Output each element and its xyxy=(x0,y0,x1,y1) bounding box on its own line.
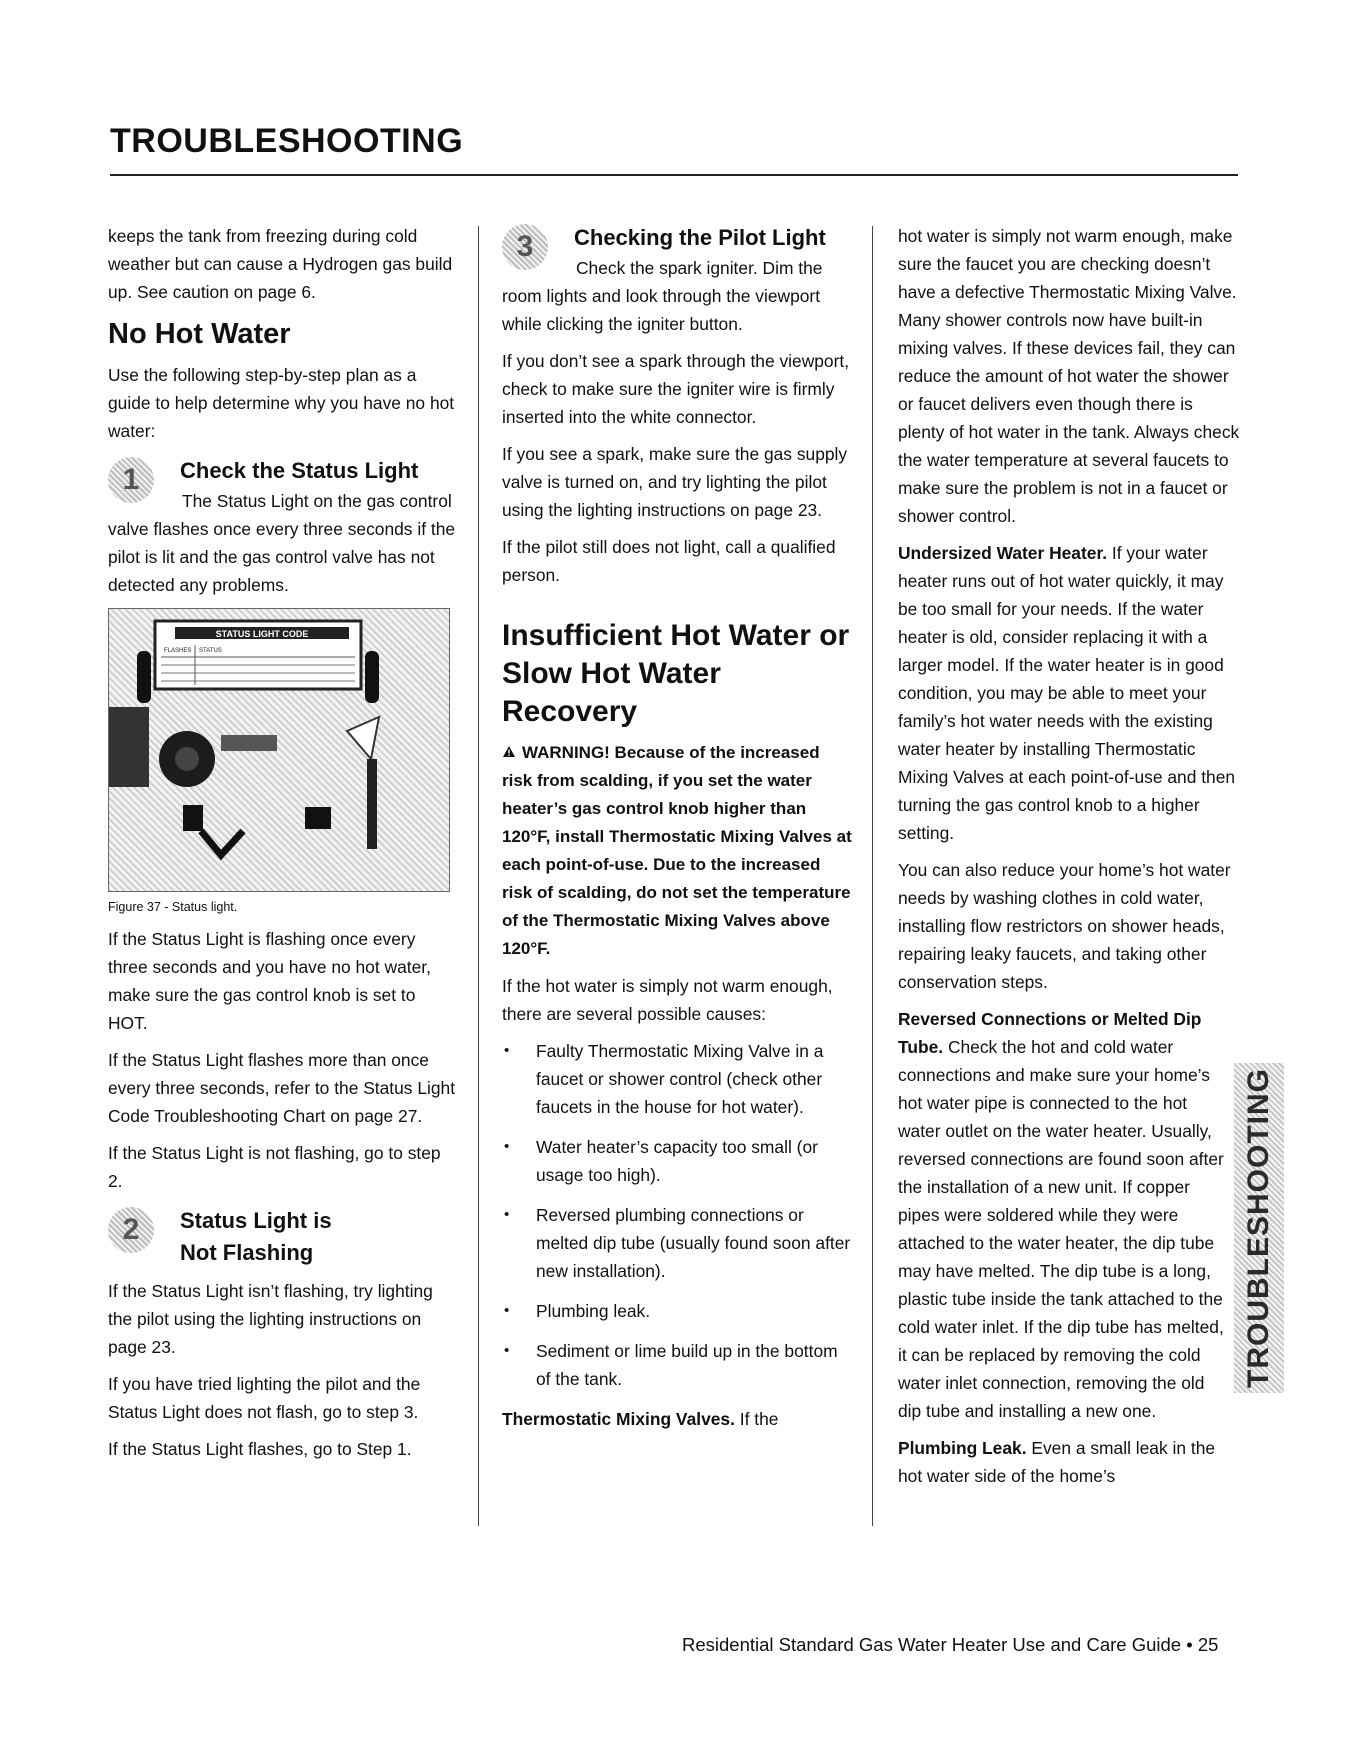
reversed-label: Reversed Connections or Melted Dip Tube. xyxy=(898,1009,1202,1057)
no-spark-paragraph: If you don’t see a spark through the viewport, check to make sure the igniter wire is firmly inserted into the white connector. xyxy=(502,351,850,427)
plumbing-leak-paragraph xyxy=(898,1434,1242,1490)
causes-list xyxy=(502,1037,854,1393)
pointer-arrow-icon xyxy=(347,717,379,759)
column-1 xyxy=(108,222,458,1472)
step-2-badge-icon: 2 xyxy=(108,1207,154,1253)
step-3-badge-icon: 3 xyxy=(502,224,548,270)
step-3-title: Checking the Pilot Light xyxy=(574,225,826,250)
step-1 xyxy=(108,455,458,599)
not-flashing-paragraph: If the Status Light is not flashing, go to step 2. xyxy=(108,1143,441,1191)
heading-no-hot-water: No Hot Water xyxy=(108,318,291,350)
step-2 xyxy=(108,1205,458,1361)
side-tab-label: TROUBLESHOOTING xyxy=(1242,1068,1275,1388)
undersized-paragraph xyxy=(898,539,1242,847)
status-light-code-label: STATUS LIGHT CODE xyxy=(215,629,309,639)
title-rule xyxy=(110,174,1238,176)
leak-text: Even a small leak in the hot water side of the home’s xyxy=(898,1438,1216,1486)
tried-lighting-paragraph: If you have tried lighting the pilot and the Status Light does not flash, go to step 3. xyxy=(108,1374,421,1422)
causes-intro-paragraph: If the hot water is simply not warm enough, there are several possible causes: xyxy=(502,976,833,1024)
step-3 xyxy=(502,222,854,338)
step-2-title: Status Light is Not Flashing xyxy=(180,1208,332,1265)
step-1-badge-icon: 1 xyxy=(108,457,154,503)
cause-item: • Water heater’s capacity too small (or usage too high). xyxy=(536,1133,854,1189)
reversed-text: Check the hot and cold water connections and make sure your home’s hot water pipe is connected to the hot water outlet on the water heater. Usually, reversed connections are found soon after the installation of a new unit. If copper pipes were soldered while they were attached to the water heater, the dip tube may have melted. The dip tube is a long, plastic tube inside the tank attached to the cold water inlet. If the dip tube has melted, it can be replaced by removing the cold water inlet connection, removing the old dip tube and installing a new one. xyxy=(898,1037,1224,1421)
plan-paragraph: Use the following step-by-step plan as a guide to help determine why you have no hot water: xyxy=(108,365,455,441)
warning-text: WARNING! Because of the increased risk from scalding, if you set the water heater’s gas control knob higher than 120°F, install Thermostatic Mixing Valves at each point-of-use. Due to the increased risk of scalding, do not set the temperature of the Thermostatic Mixing Valves above 120°F. xyxy=(502,743,852,958)
continued-paragraph: hot water is simply not warm enough, make sure the faucet you are checking doesn’t have a defective Thermostatic Mixing Valve. Many shower controls now have built-in mixing valves. If these devices fail, they can reduce the amount of hot water the shower or faucet delivers even though there is plenty of hot water in the tank. Always check the water temperature at several faucets to make sure the problem is not in a faucet or shower control. xyxy=(898,226,1240,526)
still-not-light-paragraph: If the pilot still does not light, call a qualified person. xyxy=(502,537,836,585)
undersized-text: If your water heater runs out of hot water quickly, it may be too small for your needs. If the water heater is old, consider replacing it with a larger model. If the water heater is in good condition, you may be able to meet your family’s hot water needs with the existing water heater by installing Thermostatic Mixing Valves at each point-of-use and then turning the gas control knob to a higher setting. xyxy=(898,543,1236,843)
column-divider-2 xyxy=(872,226,873,1526)
status-column-header: STATUS xyxy=(199,648,222,654)
leak-label: Plumbing Leak. xyxy=(898,1438,1027,1458)
step-1-title: Check the Status Light xyxy=(180,458,419,483)
tmv-paragraph xyxy=(502,1405,854,1433)
step-1-text: The Status Light on the gas control valve flashes once every three seconds if the pilot is lit and the gas control valve has not detected any problems. xyxy=(108,491,456,595)
flashes-column-header: FLASHES xyxy=(164,648,192,654)
heading-insufficient-hot-water: Insufficient Hot Water or Slow Hot Water Recovery xyxy=(502,619,850,728)
flash-once-paragraph: If the Status Light is flashing once every three seconds and you have no hot water, make sure the gas control knob is set to HOT. xyxy=(108,929,431,1033)
cause-item: • Sediment or lime build up in the bottom of the tank. xyxy=(536,1337,854,1393)
figure-caption: Figure 37 - Status light. xyxy=(108,900,238,914)
page-footer: Residential Standard Gas Water Heater Use and Care Guide • 25 xyxy=(682,1634,1219,1655)
reduce-needs-paragraph: You can also reduce your home’s hot water needs by washing clothes in cold water, installing flow restrictors on shower heads, repairing leaky faucets, and taking other conservation steps. xyxy=(898,860,1231,992)
warning-paragraph xyxy=(502,739,854,963)
section-side-tab xyxy=(1234,1063,1284,1393)
column-2 xyxy=(502,222,854,1442)
flash-more-paragraph: If the Status Light flashes more than once every three seconds, refer to the Status Light Code Troubleshooting Chart on page 27. xyxy=(108,1050,456,1126)
cause-item: • Faulty Thermostatic Mixing Valve in a faucet or shower control (check other faucets in the house for hot water). xyxy=(536,1037,854,1121)
tmv-text: If the xyxy=(739,1409,779,1429)
reversed-connections-paragraph xyxy=(898,1005,1228,1425)
step-3-text: Check the spark igniter. Dim the room lights and look through the viewport while clicking the igniter button. xyxy=(502,258,823,334)
flashes-go-step1-paragraph: If the Status Light flashes, go to Step 1. xyxy=(108,1439,412,1459)
step-2-text: If the Status Light isn’t flashing, try lighting the pilot using the lighting instructions on page 23. xyxy=(108,1281,433,1357)
undersized-label: Undersized Water Heater. xyxy=(898,543,1108,563)
page-title: TROUBLESHOOTING xyxy=(110,122,464,160)
cause-item: • Reversed plumbing connections or melted dip tube (usually found soon after new installation). xyxy=(536,1201,854,1285)
spark-paragraph: If you see a spark, make sure the gas supply valve is turned on, and try lighting the pilot using the lighting instructions on page 23. xyxy=(502,444,848,520)
warning-triangle-icon xyxy=(502,739,516,767)
intro-paragraph: keeps the tank from freezing during cold weather but can cause a Hydrogen gas build up. See caution on page 6. xyxy=(108,226,453,302)
status-light-photo xyxy=(108,608,450,892)
gas-control-valve-illustration xyxy=(109,609,449,891)
column-3 xyxy=(898,222,1242,1499)
column-divider-1 xyxy=(478,226,479,1526)
tmv-label: Thermostatic Mixing Valves. xyxy=(502,1409,735,1429)
cause-item: • Plumbing leak. xyxy=(536,1297,854,1325)
